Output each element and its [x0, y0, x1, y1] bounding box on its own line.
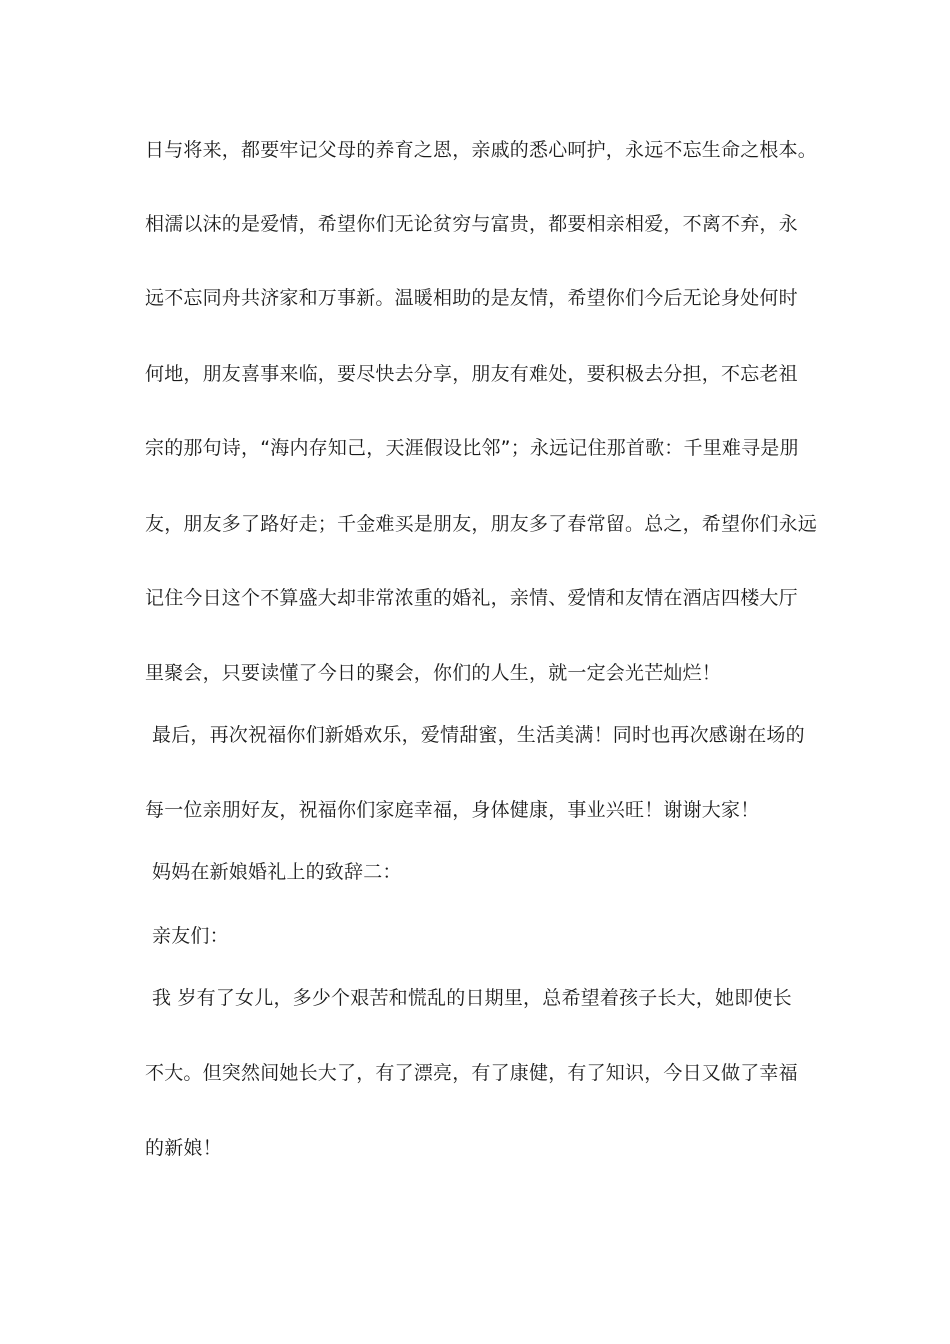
- paragraph-line: 友，朋友多了路好走；千金难买是朋友，朋友多了春常留。总之，希望你们永远: [145, 513, 818, 535]
- salutation: 亲友们：: [152, 925, 229, 947]
- paragraph-line: 远不忘同舟共济家和万事新。温暖相助的是友情，希望你们今后无论身处何时: [145, 287, 798, 309]
- paragraph-line: 我 岁有了女儿，多少个艰苦和慌乱的日期里，总希望着孩子长大，她即使长: [152, 987, 792, 1009]
- paragraph-line: 记住今日这个不算盛大却非常浓重的婚礼，亲情、爱情和友情在酒店四楼大厅: [145, 587, 798, 609]
- paragraph-line: 日与将来，都要牢记父母的养育之恩，亲戚的悉心呵护，永远不忘生命之根本。: [145, 139, 818, 161]
- paragraph-line: 不大。但突然间她长大了，有了漂亮，有了康健，有了知识，今日又做了幸福: [145, 1062, 798, 1084]
- paragraph-line: 相濡以沫的是爱情，希望你们无论贫穷与富贵，都要相亲相爱，不离不弃，永: [145, 213, 798, 235]
- paragraph-line: 里聚会，只要读懂了今日的聚会，你们的人生，就一定会光芒灿烂！: [145, 662, 722, 684]
- paragraph-line: 的新娘！: [145, 1137, 222, 1159]
- section-heading: 妈妈在新娘婚礼上的致辞二：: [152, 861, 402, 883]
- paragraph-line: 何地，朋友喜事来临，要尽快去分享，朋友有难处，要积极去分担，不忘老祖: [145, 363, 798, 385]
- paragraph-line: 宗的那句诗，“海内存知己，天涯假设比邻”；永远记住那首歌：千里难寻是朋: [145, 437, 799, 459]
- paragraph-line: 每一位亲朋好友，祝福你们家庭幸福，身体健康，事业兴旺！谢谢大家！: [145, 799, 760, 821]
- paragraph-line: 最后，再次祝福你们新婚欢乐，爱情甜蜜，生活美满！同时也再次感谢在场的: [152, 724, 805, 746]
